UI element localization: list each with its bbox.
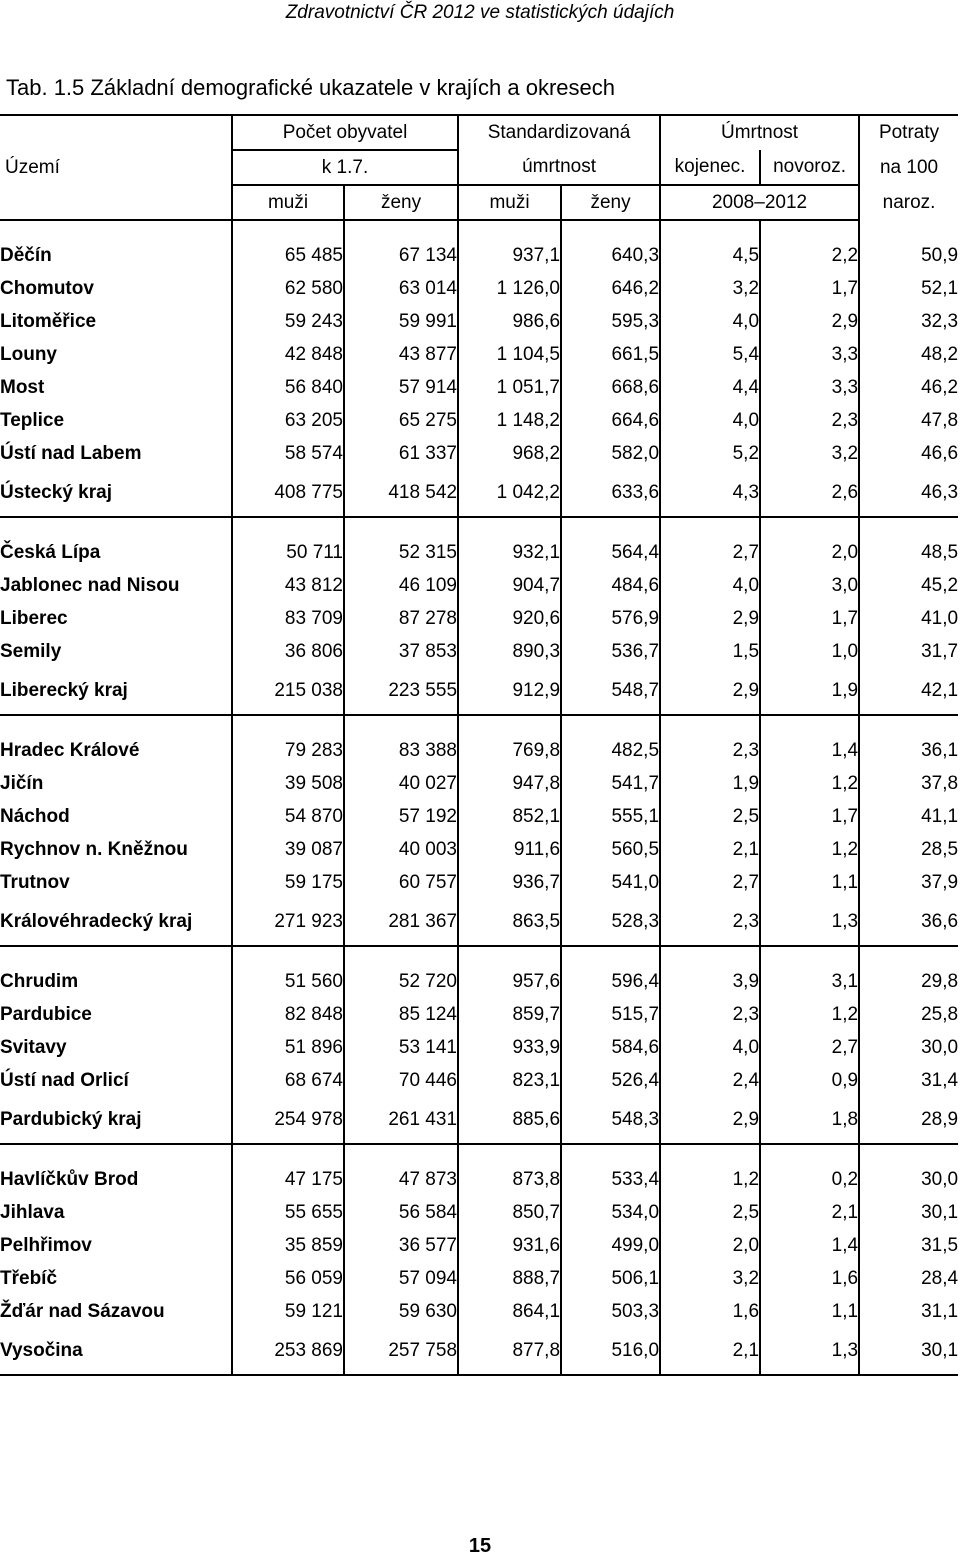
table-cell: 46,2 xyxy=(859,371,958,404)
table-cell: 877,8 xyxy=(458,1328,561,1375)
table-cell: 3,3 xyxy=(760,338,859,371)
table-cell: 541,7 xyxy=(561,767,660,800)
table-row xyxy=(0,602,958,635)
table-cell: 1 104,5 xyxy=(458,338,561,371)
header-umrtnost: Úmrtnost xyxy=(660,116,859,150)
table-cell: 1 148,2 xyxy=(458,404,561,437)
demographic-table xyxy=(0,116,958,1376)
table-cell: 933,9 xyxy=(458,1031,561,1064)
table-cell: 63 205 xyxy=(232,404,344,437)
table-cell: 3,2 xyxy=(660,272,760,305)
table-cell: 555,1 xyxy=(561,800,660,833)
territory-name: Jičín xyxy=(0,772,44,794)
territory-name: Česká Lípa xyxy=(0,541,101,563)
table-cell: 56 840 xyxy=(232,371,344,404)
table-cell: 46,6 xyxy=(859,437,958,470)
table-cell: 408 775 xyxy=(232,470,344,517)
table-cell: 2,3 xyxy=(660,734,760,767)
table-cell: 2,1 xyxy=(660,1328,760,1375)
header-muzi-std: muži xyxy=(458,185,561,220)
table-cell: 2,2 xyxy=(760,239,859,272)
table-cell: 484,6 xyxy=(561,569,660,602)
table-cell: 59 175 xyxy=(232,866,344,899)
table-cell: 1,8 xyxy=(760,1097,859,1144)
table-cell: 39 508 xyxy=(232,767,344,800)
table-cell: 646,2 xyxy=(561,272,660,305)
table-cell: 79 283 xyxy=(232,734,344,767)
table-cell: 57 914 xyxy=(344,371,458,404)
table-row xyxy=(0,965,958,998)
table-cell: 58 574 xyxy=(232,437,344,470)
table-cell: 1,7 xyxy=(760,602,859,635)
table-cell: 83 709 xyxy=(232,602,344,635)
table-cell: 215 038 xyxy=(232,668,344,715)
group-spacer xyxy=(0,220,958,239)
table-cell: 1,2 xyxy=(760,833,859,866)
table-cell: 911,6 xyxy=(458,833,561,866)
table-cell: 769,8 xyxy=(458,734,561,767)
table-cell: 46 109 xyxy=(344,569,458,602)
table-cell: 2,0 xyxy=(760,536,859,569)
table-cell: 873,8 xyxy=(458,1163,561,1196)
table-cell: 254 978 xyxy=(232,1097,344,1144)
table-cell: 5,4 xyxy=(660,338,760,371)
table-cell: 533,4 xyxy=(561,1163,660,1196)
table-cell: 82 848 xyxy=(232,998,344,1031)
table-cell: 1 126,0 xyxy=(458,272,561,305)
table-cell: 37 853 xyxy=(344,635,458,668)
territory-name: Ústí nad Labem xyxy=(0,442,142,464)
table-cell: 42,1 xyxy=(859,668,958,715)
page-number: 15 xyxy=(468,1535,492,1557)
table-row xyxy=(0,866,958,899)
table-cell: 664,6 xyxy=(561,404,660,437)
table-row xyxy=(0,536,958,569)
table-cell: 31,5 xyxy=(859,1229,958,1262)
region-total-row xyxy=(0,470,958,517)
table-cell: 48,2 xyxy=(859,338,958,371)
table-cell: 51 560 xyxy=(232,965,344,998)
table-cell: 863,5 xyxy=(458,899,561,946)
table-row xyxy=(0,1196,958,1229)
table-cell: 4,5 xyxy=(660,239,760,272)
table-cell: 3,2 xyxy=(760,437,859,470)
table-cell: 68 674 xyxy=(232,1064,344,1097)
table-cell: 3,9 xyxy=(660,965,760,998)
table-cell: 4,4 xyxy=(660,371,760,404)
table-cell: 4,0 xyxy=(660,1031,760,1064)
group-spacer xyxy=(0,715,958,734)
table-cell: 888,7 xyxy=(458,1262,561,1295)
table-cell: 920,6 xyxy=(458,602,561,635)
table-cell: 25,8 xyxy=(859,998,958,1031)
table-cell: 4,0 xyxy=(660,404,760,437)
table-cell: 52,1 xyxy=(859,272,958,305)
territory-name: Hradec Králové xyxy=(0,739,140,761)
table-cell: 28,5 xyxy=(859,833,958,866)
table-cell: 41,0 xyxy=(859,602,958,635)
group-spacer xyxy=(0,517,958,536)
territory-name: Semily xyxy=(0,640,62,662)
table-cell: 60 757 xyxy=(344,866,458,899)
table-cell: 36 806 xyxy=(232,635,344,668)
table-cell: 63 014 xyxy=(344,272,458,305)
table-cell: 1,2 xyxy=(660,1163,760,1196)
table-cell: 37,9 xyxy=(859,866,958,899)
table-row xyxy=(0,1295,958,1328)
region-total-row xyxy=(0,668,958,715)
table-cell: 28,9 xyxy=(859,1097,958,1144)
table-cell: 968,2 xyxy=(458,437,561,470)
table-cell: 548,7 xyxy=(561,668,660,715)
table-cell: 957,6 xyxy=(458,965,561,998)
header-uzemi: Území xyxy=(5,156,60,178)
table-cell: 503,3 xyxy=(561,1295,660,1328)
table-cell: 564,4 xyxy=(561,536,660,569)
table-cell: 39 087 xyxy=(232,833,344,866)
table-cell: 2,5 xyxy=(660,1196,760,1229)
header-muzi: muži xyxy=(232,185,344,220)
table-cell: 1,9 xyxy=(660,767,760,800)
table-cell: 2,9 xyxy=(660,1097,760,1144)
table-cell: 912,9 xyxy=(458,668,561,715)
table-cell: 5,2 xyxy=(660,437,760,470)
table-cell: 65 485 xyxy=(232,239,344,272)
table-cell: 2,0 xyxy=(660,1229,760,1262)
table-row xyxy=(0,1031,958,1064)
table-cell: 2,1 xyxy=(660,833,760,866)
table-cell: 499,0 xyxy=(561,1229,660,1262)
table-row xyxy=(0,338,958,371)
table-cell: 931,6 xyxy=(458,1229,561,1262)
table-cell: 506,1 xyxy=(561,1262,660,1295)
header-row-2 xyxy=(0,150,958,185)
territory-name: Pardubice xyxy=(0,1003,92,1025)
header-row-1 xyxy=(0,116,958,150)
table-cell: 640,3 xyxy=(561,239,660,272)
table-row xyxy=(0,371,958,404)
table-cell: 2,3 xyxy=(660,899,760,946)
table-cell: 59 121 xyxy=(232,1295,344,1328)
table-cell: 1 051,7 xyxy=(458,371,561,404)
table-cell: 850,7 xyxy=(458,1196,561,1229)
territory-name: Litoměřice xyxy=(0,310,97,332)
table-row xyxy=(0,239,958,272)
table-title: Tab. 1.5 Základní demografické ukazatele v krajích a okresech xyxy=(6,75,615,100)
territory-name: Most xyxy=(0,376,45,398)
table-cell: 1,3 xyxy=(760,899,859,946)
header-zeny: ženy xyxy=(344,185,458,220)
table-cell: 1,6 xyxy=(760,1262,859,1295)
header-potraty: Potraty xyxy=(859,116,958,150)
table-cell: 52 315 xyxy=(344,536,458,569)
region-total-row xyxy=(0,1097,958,1144)
table-cell: 1,7 xyxy=(760,272,859,305)
table-cell: 2,5 xyxy=(660,800,760,833)
table-cell: 536,7 xyxy=(561,635,660,668)
table-cell: 1,9 xyxy=(760,668,859,715)
table-cell: 30,0 xyxy=(859,1031,958,1064)
table-cell: 40 003 xyxy=(344,833,458,866)
table-cell: 2,9 xyxy=(660,602,760,635)
table-cell: 257 758 xyxy=(344,1328,458,1375)
table-cell: 515,7 xyxy=(561,998,660,1031)
table-cell: 4,3 xyxy=(660,470,760,517)
territory-name: Třebíč xyxy=(0,1267,58,1289)
table-cell: 85 124 xyxy=(344,998,458,1031)
table-cell: 1,6 xyxy=(660,1295,760,1328)
table-cell: 28,4 xyxy=(859,1262,958,1295)
table-cell: 59 630 xyxy=(344,1295,458,1328)
header-novoroz: novoroz. xyxy=(760,150,859,185)
table-cell: 528,3 xyxy=(561,899,660,946)
table-cell: 516,0 xyxy=(561,1328,660,1375)
table-cell: 1,4 xyxy=(760,1229,859,1262)
table-cell: 1,2 xyxy=(760,998,859,1031)
table-cell: 51 896 xyxy=(232,1031,344,1064)
table-row xyxy=(0,635,958,668)
territory-name: Louny xyxy=(0,343,57,365)
table-row xyxy=(0,800,958,833)
table-cell: 3,1 xyxy=(760,965,859,998)
table-cell: 904,7 xyxy=(458,569,561,602)
table-cell: 584,6 xyxy=(561,1031,660,1064)
table-cell: 36,1 xyxy=(859,734,958,767)
table-cell: 32,3 xyxy=(859,305,958,338)
table-cell: 541,0 xyxy=(561,866,660,899)
table-cell: 30,1 xyxy=(859,1196,958,1229)
table-cell: 35 859 xyxy=(232,1229,344,1262)
table-cell: 87 278 xyxy=(344,602,458,635)
table-cell: 947,8 xyxy=(458,767,561,800)
table-cell: 30,0 xyxy=(859,1163,958,1196)
table-cell: 31,4 xyxy=(859,1064,958,1097)
table-cell: 0,2 xyxy=(760,1163,859,1196)
table-cell: 1,5 xyxy=(660,635,760,668)
table-cell: 2,7 xyxy=(660,536,760,569)
table-row xyxy=(0,734,958,767)
table-cell: 1,3 xyxy=(760,1328,859,1375)
table-cell: 61 337 xyxy=(344,437,458,470)
table-cell: 668,6 xyxy=(561,371,660,404)
table-row xyxy=(0,998,958,1031)
territory-name: Pardubický kraj xyxy=(0,1097,232,1144)
territory-name: Teplice xyxy=(0,409,65,431)
table-cell: 1 042,2 xyxy=(458,470,561,517)
table-cell: 2,6 xyxy=(760,470,859,517)
table-cell: 1,4 xyxy=(760,734,859,767)
table-cell: 271 923 xyxy=(232,899,344,946)
table-cell: 29,8 xyxy=(859,965,958,998)
table-row xyxy=(0,272,958,305)
territory-name: Jihlava xyxy=(0,1201,65,1223)
territory-name: Jablonec nad Nisou xyxy=(0,574,180,596)
table-cell: 31,7 xyxy=(859,635,958,668)
table-cell: 0,9 xyxy=(760,1064,859,1097)
table-cell: 852,1 xyxy=(458,800,561,833)
territory-name: Děčín xyxy=(0,244,52,266)
table-cell: 661,5 xyxy=(561,338,660,371)
table-cell: 1,7 xyxy=(760,800,859,833)
header-k-1-7: k 1.7. xyxy=(232,150,458,185)
table-cell: 859,7 xyxy=(458,998,561,1031)
territory-name: Trutnov xyxy=(0,871,70,893)
territory-name: Chrudim xyxy=(0,970,79,992)
table-cell: 560,5 xyxy=(561,833,660,866)
table-row xyxy=(0,1229,958,1262)
table-cell: 62 580 xyxy=(232,272,344,305)
table-cell: 890,3 xyxy=(458,635,561,668)
table-cell: 596,4 xyxy=(561,965,660,998)
territory-name: Vysočina xyxy=(0,1328,232,1375)
header-pocet-obyvatel: Počet obyvatel xyxy=(232,116,458,150)
table-cell: 281 367 xyxy=(344,899,458,946)
table-row xyxy=(0,305,958,338)
header-obdobi: 2008–2012 xyxy=(660,185,859,220)
table-cell: 2,3 xyxy=(660,998,760,1031)
table-cell: 482,5 xyxy=(561,734,660,767)
territory-name: Královéhradecký kraj xyxy=(0,899,232,946)
table-cell: 2,9 xyxy=(660,668,760,715)
territory-name: Žďár nad Sázavou xyxy=(0,1300,165,1322)
table-cell: 932,1 xyxy=(458,536,561,569)
table-cell: 2,9 xyxy=(760,305,859,338)
table-cell: 864,1 xyxy=(458,1295,561,1328)
table-cell: 50,9 xyxy=(859,239,958,272)
table-cell: 56 059 xyxy=(232,1262,344,1295)
header-kojenec: kojenec. xyxy=(660,150,760,185)
table-cell: 59 243 xyxy=(232,305,344,338)
region-total-row xyxy=(0,899,958,946)
header-naroz: naroz. xyxy=(859,185,958,220)
table-cell: 936,7 xyxy=(458,866,561,899)
table-cell: 43 812 xyxy=(232,569,344,602)
header-zeny-std: ženy xyxy=(561,185,660,220)
table-cell: 45,2 xyxy=(859,569,958,602)
group-spacer xyxy=(0,1144,958,1163)
table-cell: 633,6 xyxy=(561,470,660,517)
table-cell: 4,0 xyxy=(660,569,760,602)
territory-name: Havlíčkův Brod xyxy=(0,1168,139,1190)
header-na-100: na 100 xyxy=(859,150,958,185)
table-cell: 57 192 xyxy=(344,800,458,833)
table-cell: 1,1 xyxy=(760,1295,859,1328)
table-cell: 253 869 xyxy=(232,1328,344,1375)
table-cell: 83 388 xyxy=(344,734,458,767)
group-spacer xyxy=(0,946,958,965)
table-row xyxy=(0,437,958,470)
table-cell: 986,6 xyxy=(458,305,561,338)
table-cell: 47 175 xyxy=(232,1163,344,1196)
table-cell: 534,0 xyxy=(561,1196,660,1229)
table-cell: 37,8 xyxy=(859,767,958,800)
territory-name: Ústecký kraj xyxy=(0,470,232,517)
table-cell: 42 848 xyxy=(232,338,344,371)
table-cell: 261 431 xyxy=(344,1097,458,1144)
table-cell: 46,3 xyxy=(859,470,958,517)
table-cell: 2,7 xyxy=(760,1031,859,1064)
table-cell: 52 720 xyxy=(344,965,458,998)
table-cell: 56 584 xyxy=(344,1196,458,1229)
table-cell: 2,4 xyxy=(660,1064,760,1097)
table-cell: 223 555 xyxy=(344,668,458,715)
table-cell: 1,2 xyxy=(760,767,859,800)
table-row xyxy=(0,833,958,866)
table-cell: 57 094 xyxy=(344,1262,458,1295)
table-row xyxy=(0,569,958,602)
header-standardizovana: Standardizovaná xyxy=(458,116,660,150)
territory-name: Chomutov xyxy=(0,277,94,299)
table-cell: 582,0 xyxy=(561,437,660,470)
table-cell: 1,1 xyxy=(760,866,859,899)
table-cell: 3,0 xyxy=(760,569,859,602)
table-cell: 59 991 xyxy=(344,305,458,338)
table-row xyxy=(0,404,958,437)
territory-name: Liberecký kraj xyxy=(0,668,232,715)
table-cell: 937,1 xyxy=(458,239,561,272)
table-cell: 48,5 xyxy=(859,536,958,569)
territory-name: Ústí nad Orlicí xyxy=(0,1069,129,1091)
table-cell: 548,3 xyxy=(561,1097,660,1144)
table-cell: 2,1 xyxy=(760,1196,859,1229)
table-cell: 67 134 xyxy=(344,239,458,272)
region-total-row xyxy=(0,1328,958,1375)
table-cell: 3,3 xyxy=(760,371,859,404)
header-umrtnost-std: úmrtnost xyxy=(458,150,660,185)
table-cell: 50 711 xyxy=(232,536,344,569)
territory-name: Liberec xyxy=(0,607,68,629)
table-cell: 47,8 xyxy=(859,404,958,437)
table-cell: 2,7 xyxy=(660,866,760,899)
table-cell: 36,6 xyxy=(859,899,958,946)
table-cell: 526,4 xyxy=(561,1064,660,1097)
table-row xyxy=(0,1064,958,1097)
territory-name: Rychnov n. Kněžnou xyxy=(0,838,188,860)
table-cell: 1,0 xyxy=(760,635,859,668)
header-row-3 xyxy=(0,185,958,220)
table-cell: 30,1 xyxy=(859,1328,958,1375)
territory-name: Pelhřimov xyxy=(0,1234,92,1256)
table-cell: 43 877 xyxy=(344,338,458,371)
table-cell: 2,3 xyxy=(760,404,859,437)
table-cell: 47 873 xyxy=(344,1163,458,1196)
table-cell: 418 542 xyxy=(344,470,458,517)
table-row xyxy=(0,767,958,800)
table-cell: 36 577 xyxy=(344,1229,458,1262)
table-cell: 595,3 xyxy=(561,305,660,338)
running-head: Zdravotnictví ČR 2012 ve statistických údajích xyxy=(285,2,675,23)
territory-name: Svitavy xyxy=(0,1036,67,1058)
table-row xyxy=(0,1163,958,1196)
table-cell: 885,6 xyxy=(458,1097,561,1144)
table-cell: 55 655 xyxy=(232,1196,344,1229)
table-cell: 53 141 xyxy=(344,1031,458,1064)
table-cell: 70 446 xyxy=(344,1064,458,1097)
territory-name: Náchod xyxy=(0,805,70,827)
table-cell: 65 275 xyxy=(344,404,458,437)
table-cell: 41,1 xyxy=(859,800,958,833)
table-cell: 40 027 xyxy=(344,767,458,800)
table-cell: 576,9 xyxy=(561,602,660,635)
table-row xyxy=(0,1262,958,1295)
table-cell: 823,1 xyxy=(458,1064,561,1097)
table-cell: 31,1 xyxy=(859,1295,958,1328)
table-cell: 4,0 xyxy=(660,305,760,338)
table-cell: 3,2 xyxy=(660,1262,760,1295)
table-cell: 54 870 xyxy=(232,800,344,833)
